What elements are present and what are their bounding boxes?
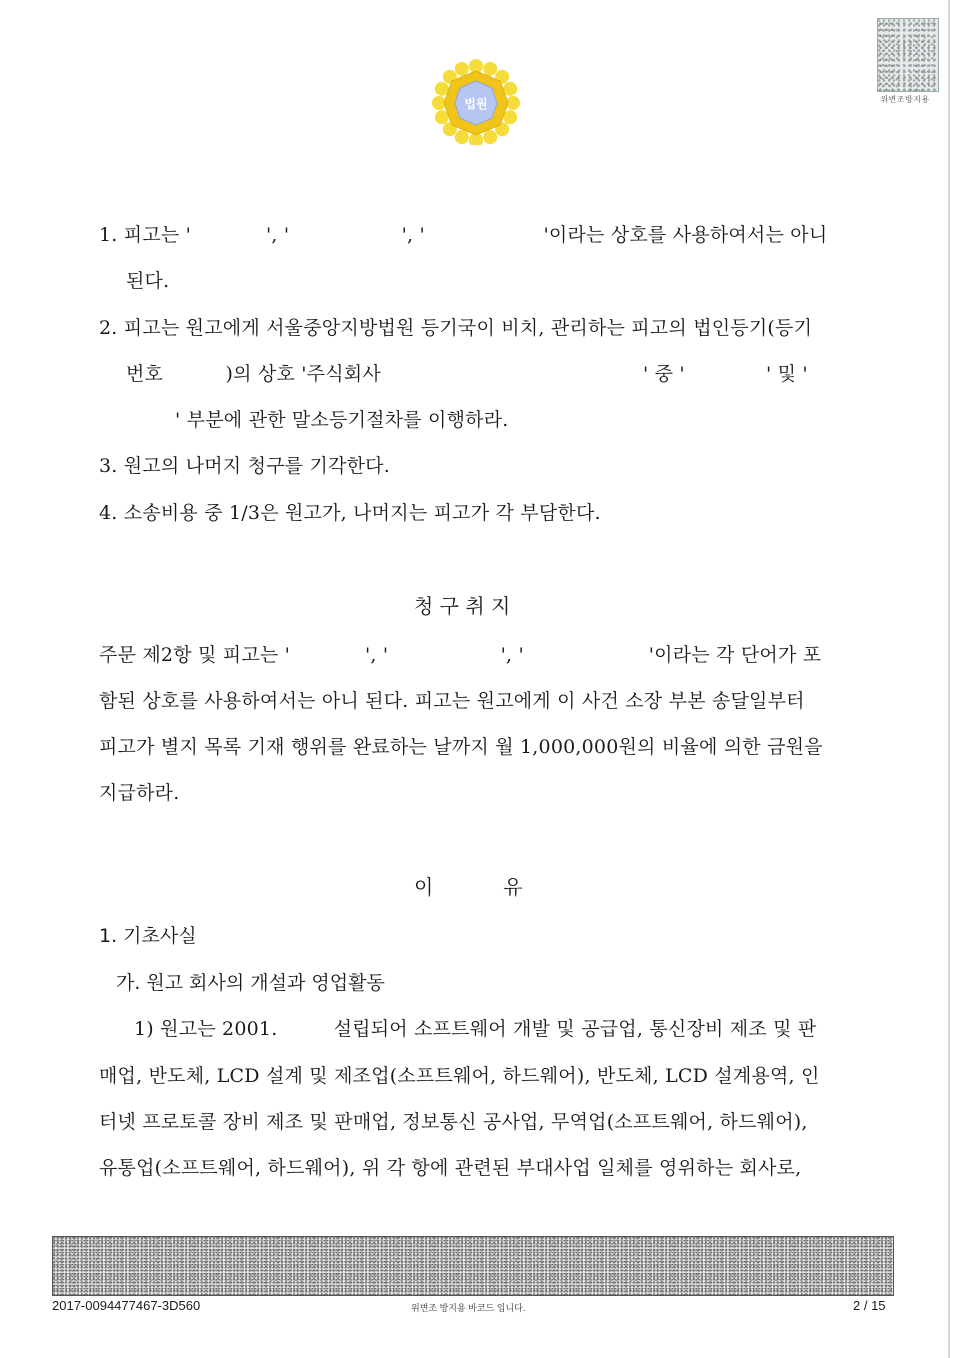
emblem-petal xyxy=(483,62,497,76)
document-id: 2017-0094477467-3D560 xyxy=(52,1298,201,1313)
stamp-pattern xyxy=(877,18,939,92)
emblem-petal xyxy=(503,110,517,124)
judgment-item-1-cont: 된다. xyxy=(126,270,170,292)
emblem-petal xyxy=(435,82,449,96)
reason-paragraph-line: 터넷 프로토콜 장비 제조 및 판매업, 정보통신 공사업, 무역업(소프트웨어, 하드웨어), xyxy=(99,1111,808,1133)
court-emblem-logo xyxy=(430,57,522,145)
barcode-notice: 위변조 방지용 바코드 입니다. xyxy=(411,1303,526,1313)
reason-heading: 이 유 xyxy=(414,875,523,899)
stamp-caption: 위변조방지용 xyxy=(880,95,930,104)
emblem-petal xyxy=(503,82,517,96)
section-basic-facts: 1. 기초사실 xyxy=(99,925,197,947)
emblem-petal xyxy=(455,62,469,76)
emblem-petal xyxy=(435,110,449,124)
anti-forgery-stamp xyxy=(873,18,937,110)
reason-paragraph-line: 매업, 반도체, LCD 설계 및 제조업(소프트웨어, 하드웨어), 반도체, LCD 설계용역, 인 xyxy=(99,1065,820,1087)
judgment-item-3: 3. 원고의 나머지 청구를 기각한다. xyxy=(99,455,390,477)
claim-paragraph-line: 함된 상호를 사용하여서는 아니 된다. 피고는 원고에게 이 사건 소장 부본 송달일부터 xyxy=(99,690,805,712)
claim-paragraph-line: 지급하라. xyxy=(99,782,180,804)
judgment-item-2-cont: 번호 )의 상호 '주식회사 ' 중 ' ' 및 ' xyxy=(126,363,808,385)
judgment-item-4: 4. 소송비용 중 1/3은 원고가, 나머지는 피고가 각 부담한다. xyxy=(99,502,601,524)
judgment-item-1: 1. 피고는 ' ', ' ', ' '이라는 상호를 사용하여서는 아니 xyxy=(99,224,828,246)
anti-forgery-barcode xyxy=(52,1236,894,1296)
subsection-plaintiff-company: 가. 원고 회사의 개설과 영업활동 xyxy=(116,972,385,994)
emblem-petal xyxy=(455,130,469,144)
reason-paragraph-line: 1) 원고는 2001. 설립되어 소프트웨어 개발 및 공급업, 통신장비 제조 및 판 xyxy=(134,1018,817,1040)
claim-paragraph-line: 피고가 별지 목록 기재 행위를 완료하는 날까지 월 1,000,000원의 비율에 의한 금원을 xyxy=(99,736,823,758)
claim-heading: 청 구 취 지 xyxy=(414,594,511,618)
emblem-label: 법원 xyxy=(464,97,488,111)
reason-paragraph-line: 유통업(소프트웨어, 하드웨어), 위 각 항에 관련된 부대사업 일체를 영위하는 회사로, xyxy=(99,1157,802,1179)
judgment-item-2-cont2: ' 부분에 관한 말소등기절차를 이행하라. xyxy=(175,409,509,431)
emblem-petal xyxy=(483,130,497,144)
claim-paragraph-line: 주문 제2항 및 피고는 ' ', ' ', ' '이라는 각 단어가 포 xyxy=(99,644,822,666)
page-edge-shadow xyxy=(948,0,950,1358)
page-number: 2 / 15 xyxy=(853,1298,886,1313)
judgment-item-2: 2. 피고는 원고에게 서울중앙지방법원 등기국이 비치, 관리하는 피고의 법인등기(등기 xyxy=(99,317,813,339)
